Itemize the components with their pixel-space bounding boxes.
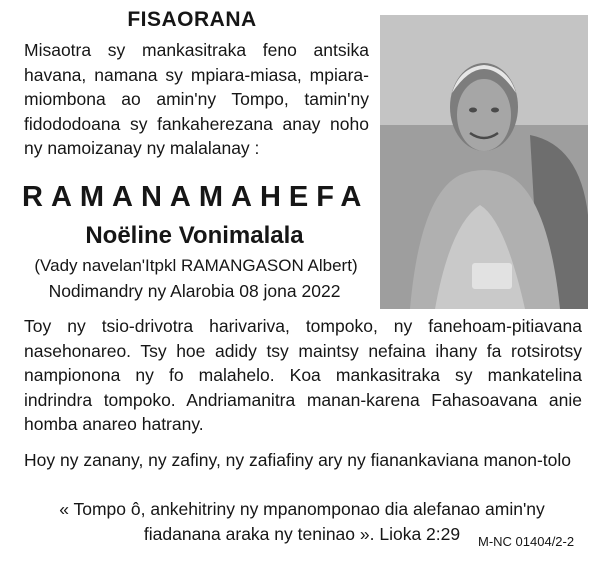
ad-reference-code: M-NC 01404/2-2 (478, 534, 575, 549)
portrait-photo (380, 15, 588, 309)
deceased-given-names: Noëline Vonimalala (85, 222, 304, 249)
deceased-surname: RAMANAMAHEFA (22, 181, 370, 213)
family-signature: Hoy ny zanany, ny zafiny, ny zafiafiny ary ny fianankaviana manon-tolo (24, 450, 572, 470)
portrait-figure (380, 15, 588, 309)
death-date-line: Nodimandry ny Alarobia 08 jona 2022 (48, 281, 341, 301)
thanks-intro-paragraph: Misaotra sy mankasitraka feno antsika havana, namana sy mpiara-miasa, mpiara-miombona ao amin'ny Tompo, tamin'ny fidododoana sy fankaherezana anay noho ny namoizanay ny malalanay : (24, 40, 369, 158)
spouse-line: (Vady navelan'Itpkl RAMANGASON Albert) (34, 256, 358, 275)
thanks-body-paragraph: Toy ny tsio-drivotra harivariva, tompoko, ny fanehoam-pitiavana nasehonareo. Tsy hoe adidy tsy maintsy nefaina ihany fa rotsirotsy nampionona ny fo malahelo. Koa mankasitraka sy mankatelina indrindra tompoko. Andriamanitra manan-karena Fahasoavana anie homba anareo hatrany. (24, 316, 582, 434)
notice-heading: FISAORANA (127, 8, 257, 31)
scripture-quote: « Tompo ô, ankehitriny ny mpanomponao dia alefanao amin'ny fiadanana araka ny teninao ». Lioka 2:29 (59, 499, 545, 544)
